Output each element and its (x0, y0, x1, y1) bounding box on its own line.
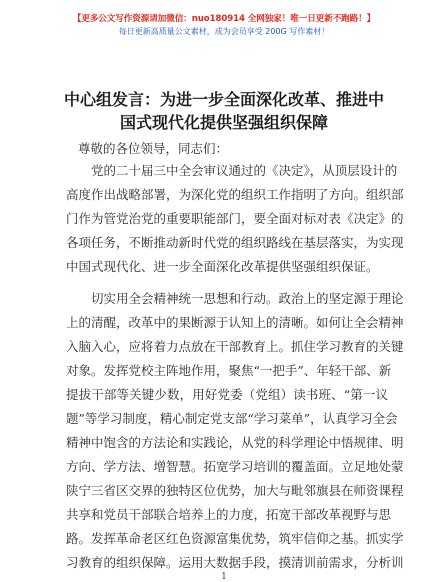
body-line: 陕宁三省区交界的独特区位优势，加大与毗邻旗县在师资课程 (66, 483, 404, 498)
body-line: 对象。发挥党校主阵地作用，聚焦“一把手”、年轻干部、新 (66, 363, 392, 378)
promo-banner-line-1: 【更多公文写作资源请加微信：nuo180914 全网独家！唯一日更新不跑路！】 (72, 14, 376, 24)
body-line: 门作为管党治党的重要职能部门，要全面对标对表《决定》的 (66, 211, 404, 226)
body-line: 入脑入心，应将着力点放在干部教育上。抓住学习教育的关键 (66, 339, 404, 354)
body-line: 提拔干部等关键少数，用好党委（党组）读书班、“第一议 (66, 387, 388, 402)
body-line: 党的二十届三中全会审议通过的《决定》，从顶层设计的 (91, 163, 398, 178)
body-line: 上的清醒，改革中的果断源于认知上的清晰。如何让全会精神 (66, 315, 404, 330)
body-line: 方向、学方法、增智慧。拓宽学习培训的覆盖面。立足地处蒙 (66, 459, 404, 474)
body-line: 高度作出战略部署，为深化党的组织工作指明了方向。组织部 (66, 187, 404, 202)
body-line: 切实用全会精神统一思想和行动。政治上的坚定源于理论 (91, 291, 404, 306)
salutation: 尊敬的各位领导，同志们： (78, 141, 229, 156)
body-line: 习教育的组织保障。运用大数据手段，摸清训前需求，分析训 (66, 555, 404, 570)
body-line: 题”等学习制度，精心制定党支部“学习菜单”，认真学习全会 (66, 411, 398, 426)
body-line: 共享和党员干部联合培养上的力度，拓宽干部改革视野与思 (66, 507, 392, 522)
page-number: 1 (221, 572, 227, 582)
body-line: 各项任务，不断推动新时代党的组织路线在基层落实，为实现 (66, 235, 404, 250)
body-line: 路。发挥革命老区红色资源富集优势，筑牢信仰之基。抓实学 (66, 531, 404, 546)
promo-banner-line-2: 每日更新高质量公文素材，成为会员享受 200G 写作素材！ (118, 27, 330, 36)
body-line: 中国式现代化、进一步全面深化改革提供坚强组织保证。 (66, 259, 379, 274)
document-title-line-2: 国式现代化提供坚强组织保障 (119, 113, 328, 132)
body-line: 精神中饱含的方法论和实践论，从党的科学理论中悟规律、明 (66, 435, 404, 450)
document-title-line-1: 中心组发言：为进一步全面深化改革、推进中 (63, 90, 384, 109)
